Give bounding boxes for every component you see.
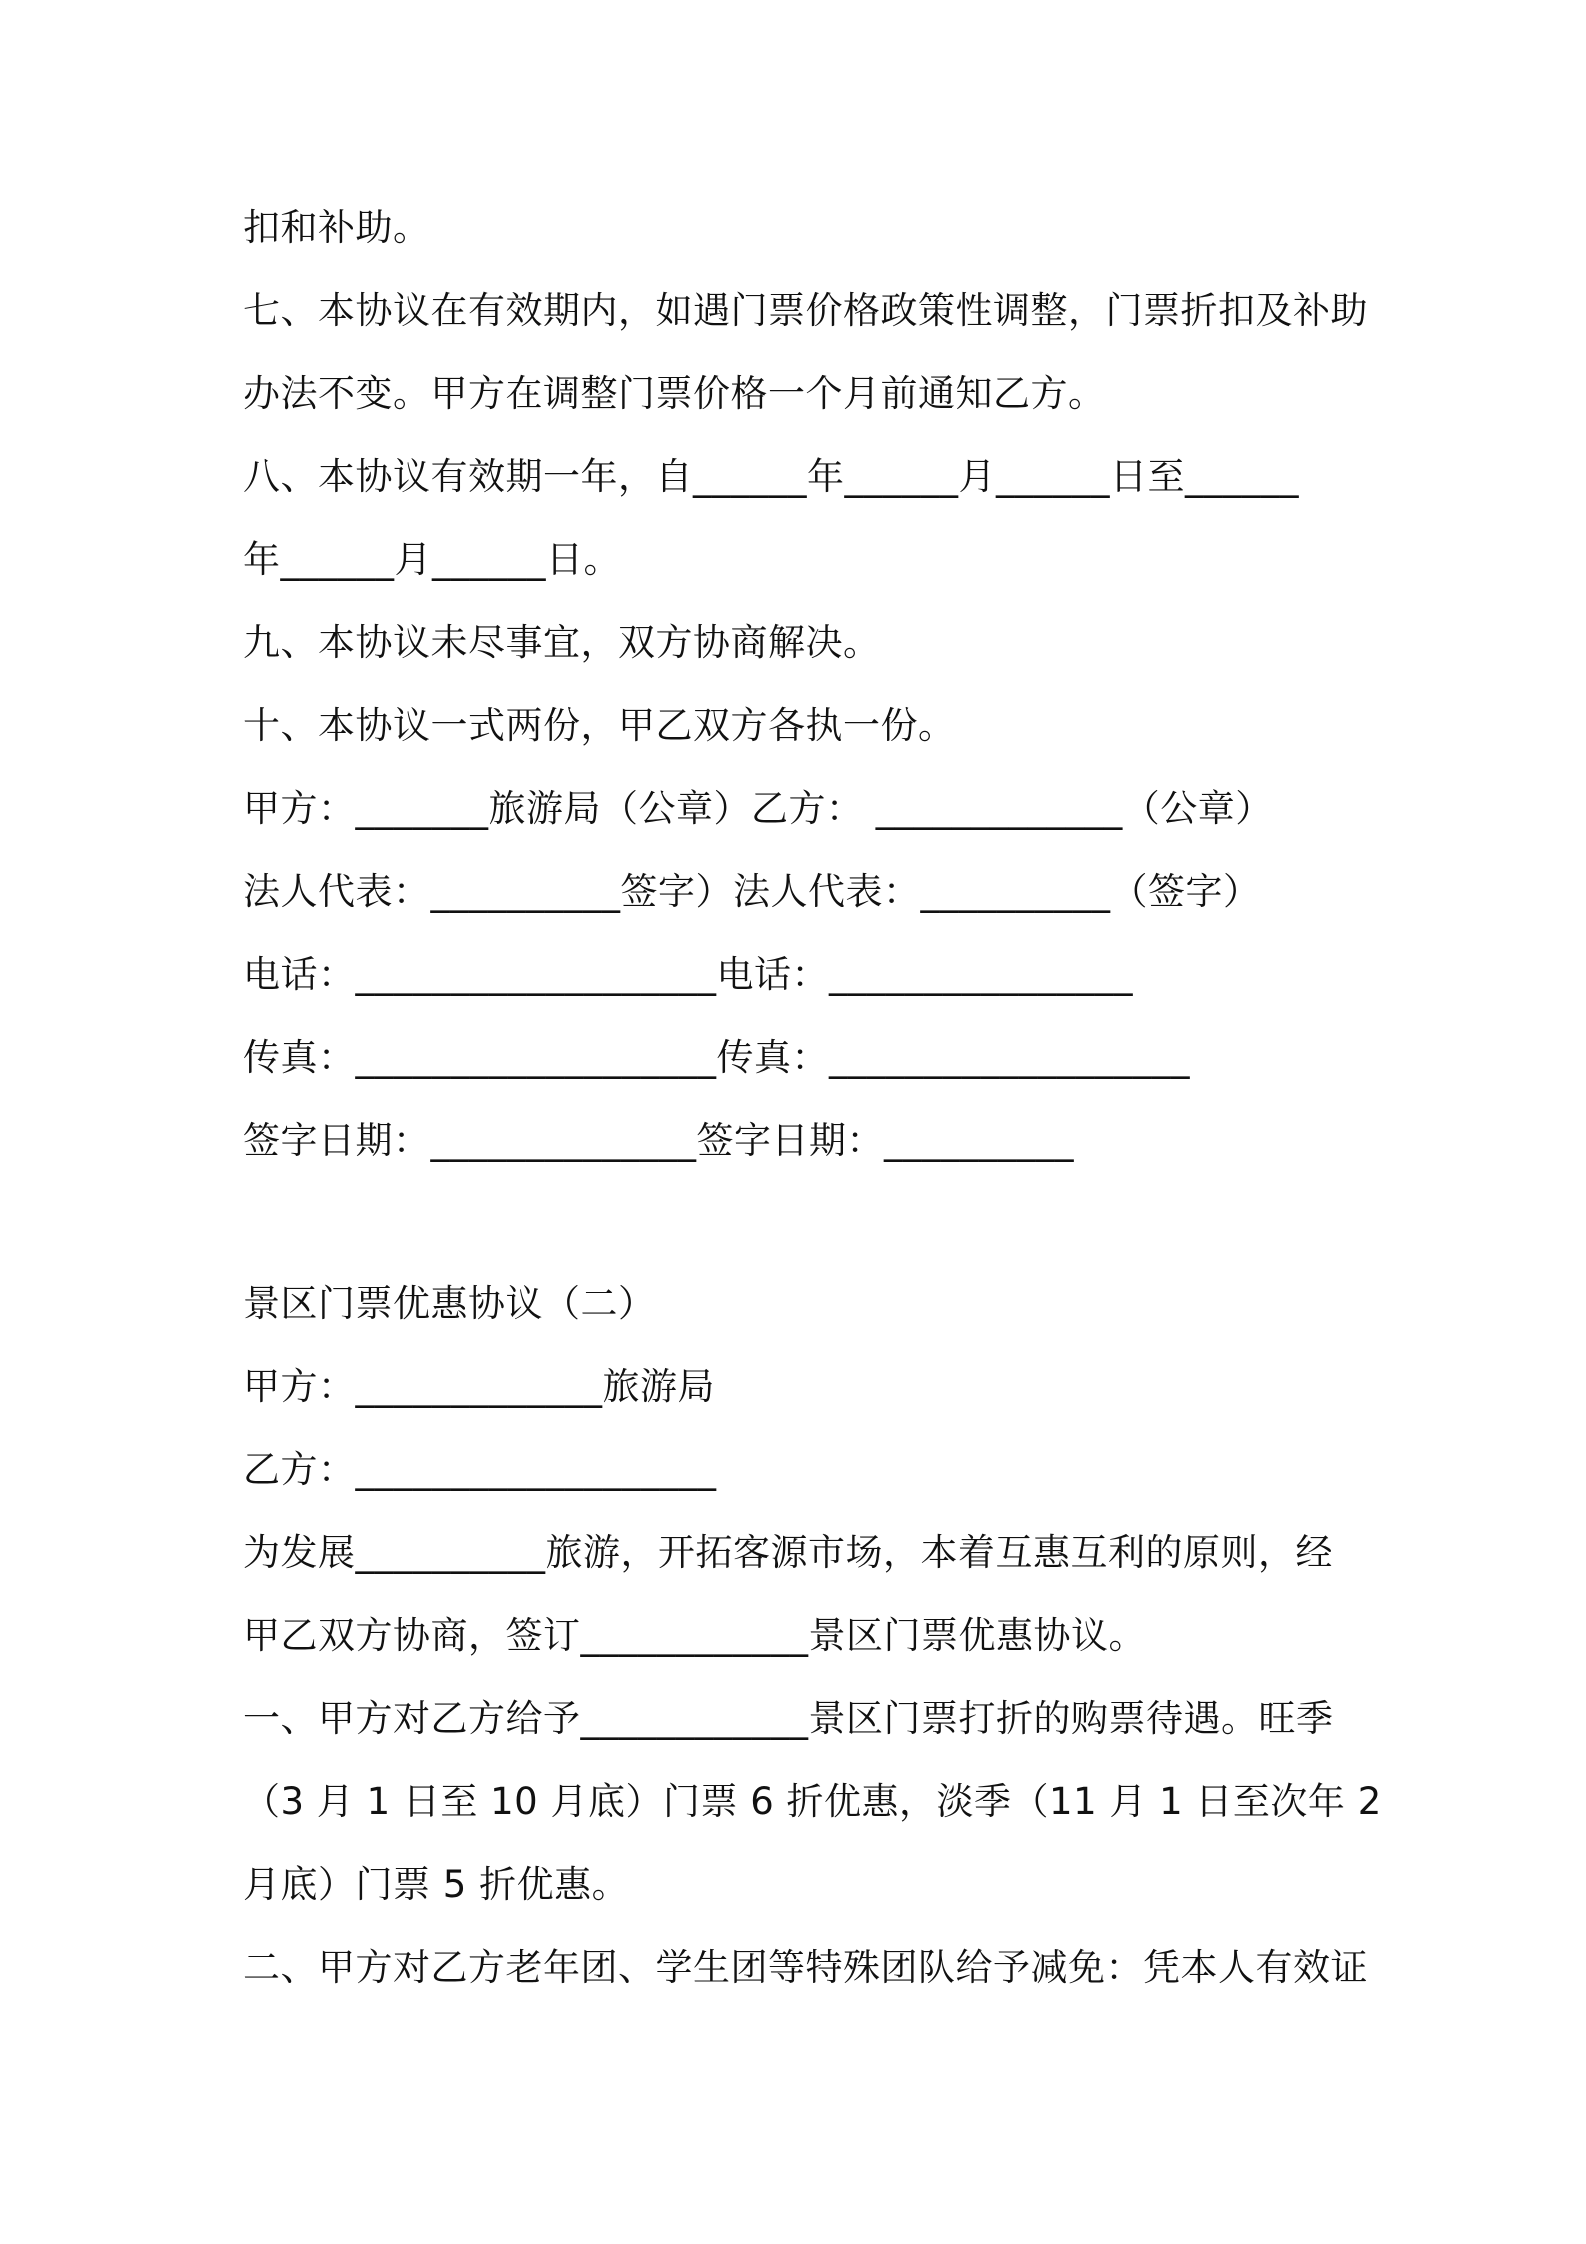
text-line: 办法不变。甲方在调整门票价格一个月前通知乙方。: [243, 372, 1106, 415]
text-line: 乙方：___________________: [243, 1448, 717, 1491]
text-line: 年______月______日。: [243, 538, 621, 581]
text-line: 扣和补助。: [243, 206, 431, 249]
text-line: 传真：___________________传真：___________________: [243, 1036, 1190, 1079]
text-line: 二、甲方对乙方老年团、学生团等特殊团队给予减免：凭本人有效证: [243, 1946, 1368, 1989]
text-line: 月底）门票 5 折优惠。: [243, 1863, 630, 1906]
text-line: 电话：___________________电话：________________: [243, 953, 1133, 996]
text-line: 一、甲方对乙方给予____________景区门票打折的购票待遇。旺季: [243, 1697, 1334, 1740]
text-line: 法人代表：__________签字）法人代表：__________（签字）: [243, 870, 1261, 913]
text-line: 签字日期：______________签字日期：__________: [243, 1119, 1074, 1162]
text-line: 甲方：_____________旅游局: [243, 1365, 715, 1408]
text-line: 为发展__________旅游，开拓客源市场，本着互惠互利的原则，经: [243, 1531, 1333, 1574]
text-line: 甲方：_______旅游局（公章）乙方： _____________（公章）: [243, 787, 1273, 830]
text-line: 七、本协议在有效期内，如遇门票价格政策性调整，门票折扣及补助: [243, 289, 1368, 332]
text-line: 十、本协议一式两份，甲乙双方各执一份。: [243, 704, 956, 747]
text-line: （3 月 1 日至 10 月底）门票 6 折优惠，淡季（11 月 1 日至次年 2: [243, 1780, 1382, 1823]
text-line: 九、本协议未尽事宜，双方协商解决。: [243, 621, 881, 664]
text-line: 甲乙双方协商，签订____________景区门票优惠协议。: [243, 1614, 1146, 1657]
text-line: 八、本协议有效期一年，自______年______月______日至______: [243, 455, 1299, 498]
section-title: 景区门票优惠协议（二）: [243, 1282, 656, 1325]
